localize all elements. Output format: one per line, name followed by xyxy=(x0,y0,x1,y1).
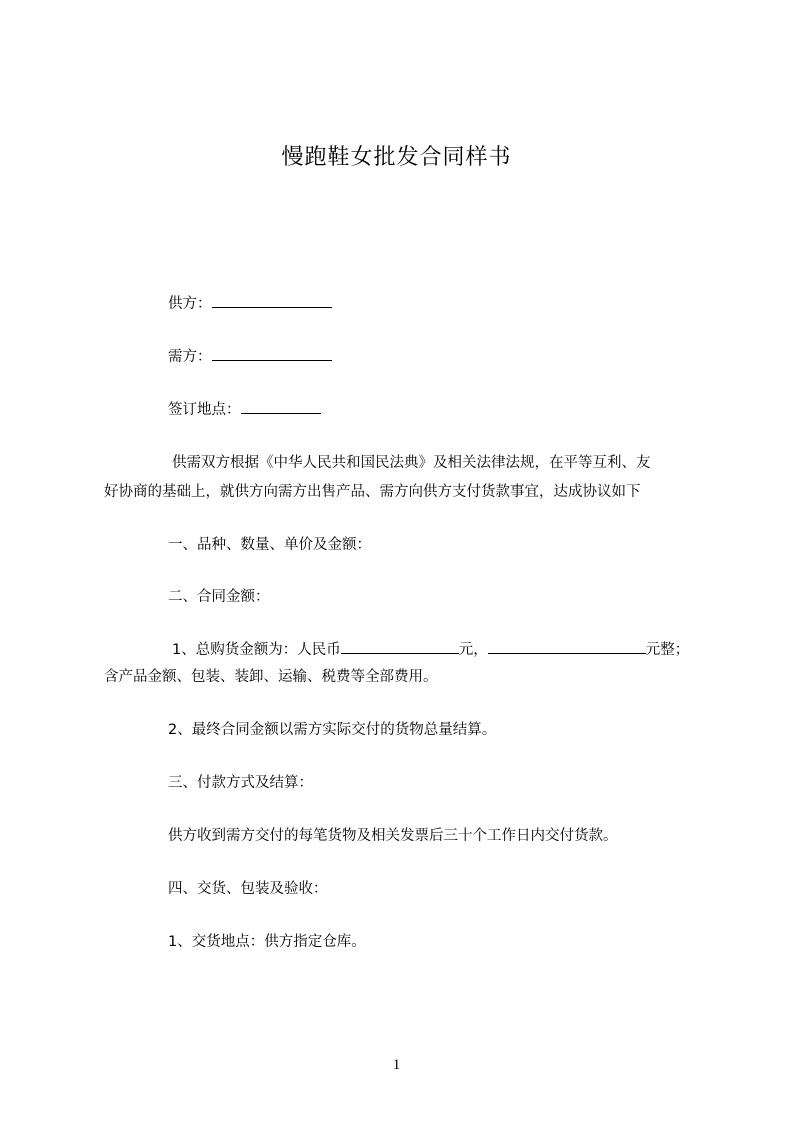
item-4-1: 1、交货地点：供方指定仓库。 xyxy=(168,934,366,950)
section-4-heading: 四、交货、包装及验收： xyxy=(168,881,328,897)
supplier-blank xyxy=(212,293,332,308)
amount-number-blank xyxy=(341,639,459,654)
supplier-line xyxy=(168,292,332,313)
page-number: 1 xyxy=(392,1057,401,1073)
item-2-2: 2、最终合同金额以需方实际交付的货物总量结算。 xyxy=(168,722,497,738)
sign-place-line xyxy=(168,398,321,419)
payment-text: 供方收到需方交付的每笔货物及相关发票后三十个工作日内交付货款。 xyxy=(168,828,618,844)
item-2-1-mid: 元， xyxy=(458,642,488,658)
item-2-1-prefix: 1、总购货金额为：人民币 xyxy=(172,642,341,658)
item-2-1-line xyxy=(172,638,689,659)
section-1-heading: 一、品种、数量、单价及金额： xyxy=(168,537,371,553)
supplier-label: 供方： xyxy=(168,296,212,312)
buyer-blank xyxy=(212,346,332,361)
buyer-label: 需方： xyxy=(168,349,212,365)
amount-words-blank xyxy=(488,639,646,654)
document-title: 慢跑鞋女批发合同样书 xyxy=(281,145,512,170)
sign-place-blank xyxy=(241,399,321,414)
item-2-1-line-2: 含产品金额、包装、装卸、运输、税费等全部费用。 xyxy=(104,669,438,685)
sign-place-label: 签订地点： xyxy=(168,402,241,418)
section-3-heading: 三、付款方式及结算： xyxy=(168,775,313,791)
buyer-line xyxy=(168,345,332,366)
item-2-1-suffix: 元整； xyxy=(645,642,690,658)
intro-line-2: 好协商的基础上，就供方向需方出售产品、需方向供方支付货款事宜，达成协议如下 xyxy=(104,484,641,500)
intro-line-1: 供需双方根据《中华人民共和国民法典》及相关法律法规，在平等互利、友 xyxy=(172,455,651,471)
section-2-heading: 二、合同金额： xyxy=(168,589,270,605)
